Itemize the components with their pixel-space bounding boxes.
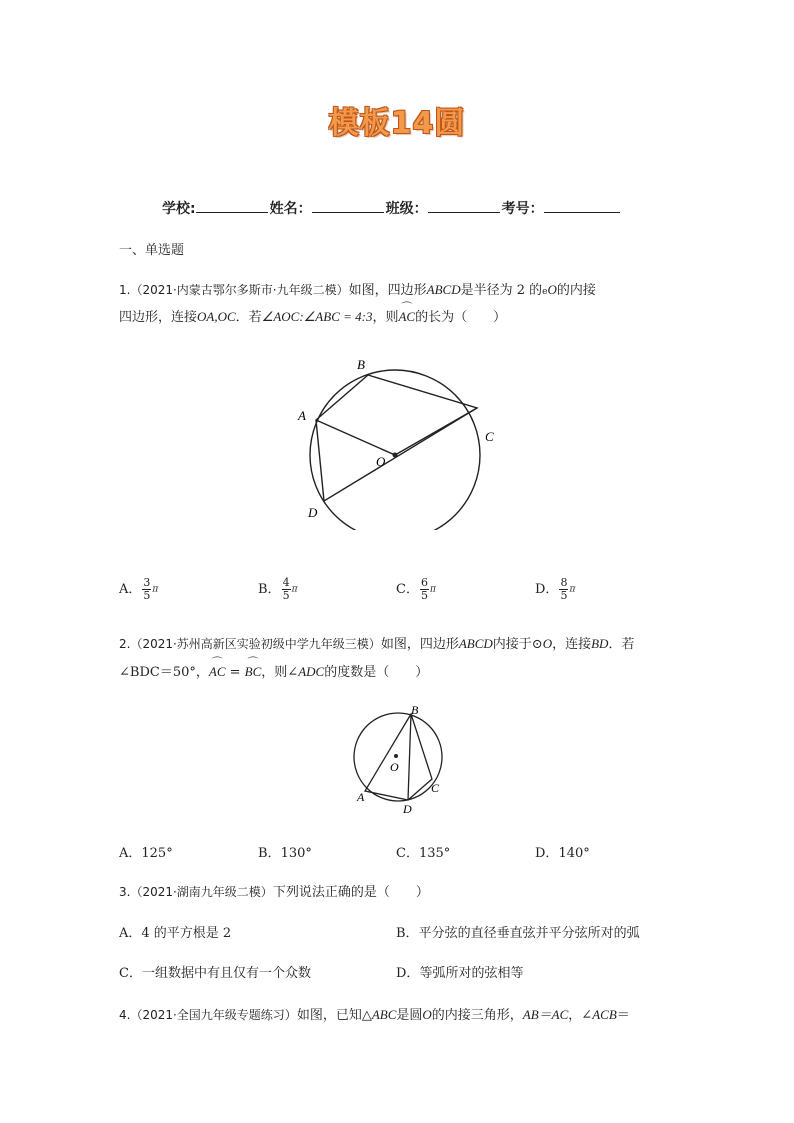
q2-angle-bdc: ∠BDC＝50°	[119, 665, 196, 680]
q1-label-a: A	[298, 408, 306, 423]
fraction	[420, 577, 429, 602]
q2-text: 的度数是（ ）	[324, 665, 429, 680]
option-label: A．	[119, 926, 142, 941]
q1-option-b[interactable]	[258, 577, 297, 602]
q4-text: 是圆	[396, 1008, 423, 1023]
q2-abcd: ABCD	[458, 636, 493, 651]
q1-figure	[295, 350, 505, 530]
option-label: C．	[119, 966, 142, 981]
q2-text: 如图，四边形	[380, 637, 459, 652]
q2-text: ．若	[608, 637, 635, 652]
q2-option-a[interactable]	[119, 842, 173, 861]
option-label: C．	[396, 582, 419, 597]
name-blank[interactable]	[312, 199, 384, 213]
option-value: 平分弦的直径垂直弦并平分弦所对的弧	[418, 926, 640, 941]
q1-text: 是半径为 2 的	[460, 283, 543, 298]
option-label: A．	[119, 582, 142, 597]
q2-label-d: D	[403, 802, 412, 816]
pi-symbol: π	[291, 584, 298, 595]
q4-source: 4.（2021·全国九年级专题练习）	[119, 1008, 297, 1022]
q4-text: 的内接三角形，	[431, 1008, 523, 1023]
q2-bd: BD	[591, 636, 609, 651]
q1-option-d[interactable]	[535, 577, 575, 602]
q1-line2	[119, 305, 506, 330]
option-label: D．	[535, 582, 559, 597]
q2-text: ，	[195, 665, 209, 680]
fraction	[559, 577, 568, 602]
option-label: C．	[396, 846, 419, 861]
q4-line1	[119, 1003, 630, 1028]
q2-label-o: O	[390, 760, 399, 774]
q1-line1	[119, 278, 596, 304]
school-label: 学校:	[162, 201, 196, 217]
circle-symbol: e	[542, 287, 548, 297]
option-label: D．	[535, 846, 559, 861]
q3-option-b[interactable]	[396, 922, 640, 941]
denominator: 5	[282, 589, 290, 602]
option-label: B．	[258, 846, 281, 861]
q2-arc-ac: ⌒ AC	[209, 660, 226, 684]
school-blank[interactable]	[196, 199, 268, 213]
q2-text: ，连接	[552, 637, 592, 652]
section-heading: 一、单选题	[119, 243, 185, 258]
denominator: 5	[143, 589, 151, 602]
q1-center-dot	[393, 453, 398, 458]
q3-text: 下列说法正确的是（ ）	[272, 885, 429, 900]
q4-text: 如图，已知△	[296, 1008, 372, 1023]
option-label: A．	[119, 846, 142, 861]
q1-o: O	[547, 282, 557, 297]
q1-abcd: ABCD	[426, 282, 461, 297]
q3-option-c[interactable]	[119, 962, 311, 981]
q1-label-b: B	[357, 357, 365, 372]
q2-line2	[119, 660, 428, 685]
option-value: 等弧所对的弦相等	[419, 966, 524, 981]
denominator: 5	[560, 589, 568, 602]
class-blank[interactable]	[428, 199, 500, 213]
q2-text: 内接于⊙	[492, 637, 543, 652]
q1-label-d: D	[308, 505, 318, 520]
option-label: B．	[258, 582, 281, 597]
q3-option-a[interactable]	[119, 922, 231, 941]
option-value: 135°	[418, 846, 451, 861]
q2-source: 2.（2021·苏州高新区实验初级中学九年级三模）	[119, 637, 381, 651]
q2-segment-bd	[408, 714, 411, 800]
q1-label-c: C	[485, 429, 494, 444]
numerator: 4	[282, 576, 290, 589]
option-value: 140°	[558, 846, 590, 861]
name-label: 姓名：	[269, 201, 312, 217]
number-label: 考号：	[501, 201, 544, 217]
q2-label-c: C	[431, 781, 440, 795]
numerator: 8	[560, 576, 568, 589]
q1-text: ，则	[372, 310, 399, 325]
option-value: 一组数据中有且仅有一个众数	[141, 966, 311, 981]
option-label: B．	[396, 926, 419, 941]
q1-option-c[interactable]	[396, 577, 436, 602]
q3-source: 3.（2021·湖南九年级二模）	[119, 885, 273, 899]
pi-symbol: π	[569, 584, 576, 595]
denominator: 5	[420, 589, 428, 602]
q4-ab-ac: AB＝AC	[522, 1007, 569, 1022]
q4-text: ＝	[616, 1008, 630, 1023]
q1-text: ．若	[235, 310, 262, 325]
q2-text: ，则∠	[261, 665, 299, 680]
q2-option-d[interactable]	[535, 842, 590, 861]
q2-center-dot	[394, 754, 398, 758]
q2-quadrilateral	[365, 714, 432, 800]
numerator: 3	[143, 576, 151, 589]
q3-option-d[interactable]	[396, 962, 523, 981]
pi-symbol: π	[152, 584, 159, 595]
q1-text: 四边形，连接	[119, 310, 198, 325]
q2-option-b[interactable]	[258, 842, 312, 861]
q1-segment-oc	[395, 408, 477, 455]
q1-label-o: O	[376, 454, 386, 469]
q1-segment-oa	[316, 420, 395, 455]
q2-figure	[350, 700, 460, 818]
q1-circle	[310, 370, 480, 530]
q2-equals: =	[225, 665, 245, 680]
numerator: 6	[420, 576, 428, 589]
pi-symbol: π	[429, 584, 436, 595]
q1-option-a[interactable]	[119, 577, 158, 602]
page-title: 模板14圆	[328, 106, 466, 141]
option-value: 125°	[141, 846, 173, 861]
option-value: 130°	[280, 846, 312, 861]
option-value: 4 的平方根是 2	[141, 926, 232, 941]
q2-line1	[119, 632, 634, 657]
number-blank[interactable]	[544, 199, 620, 213]
option-label: D．	[396, 966, 420, 981]
q2-label-a: A	[357, 790, 365, 804]
q2-option-c[interactable]	[396, 842, 450, 861]
class-label: 班级：	[385, 201, 428, 217]
q2-label-b: B	[411, 703, 419, 717]
q4-o: O	[422, 1007, 432, 1022]
q4-acb: ACB	[592, 1007, 617, 1022]
fraction	[282, 577, 291, 602]
q1-arc-ac: ⌒ AC	[398, 305, 415, 329]
q1-text: 的内接	[556, 283, 596, 298]
student-info-line	[162, 198, 622, 218]
q3-line1	[119, 880, 429, 905]
q2-o: O	[542, 636, 553, 651]
q4-text: ，∠	[568, 1008, 593, 1023]
q1-angle-ratio: ∠AOC:∠ABC = 4:3	[261, 309, 373, 324]
q1-source: 1.（2021·内蒙古鄂尔多斯市·九年级二模）	[119, 283, 349, 297]
q1-quadrilateral	[316, 375, 477, 501]
fraction	[142, 577, 151, 602]
q2-adc: ADC	[298, 664, 325, 679]
q1-text: 的长为（ ）	[415, 310, 507, 325]
q4-abc: ABC	[371, 1007, 397, 1022]
q2-arc-bc: ⌒ BC	[245, 660, 262, 684]
q1-oa-oc: OA,OC	[197, 309, 236, 324]
q1-text: 如图，四边形	[348, 283, 427, 298]
